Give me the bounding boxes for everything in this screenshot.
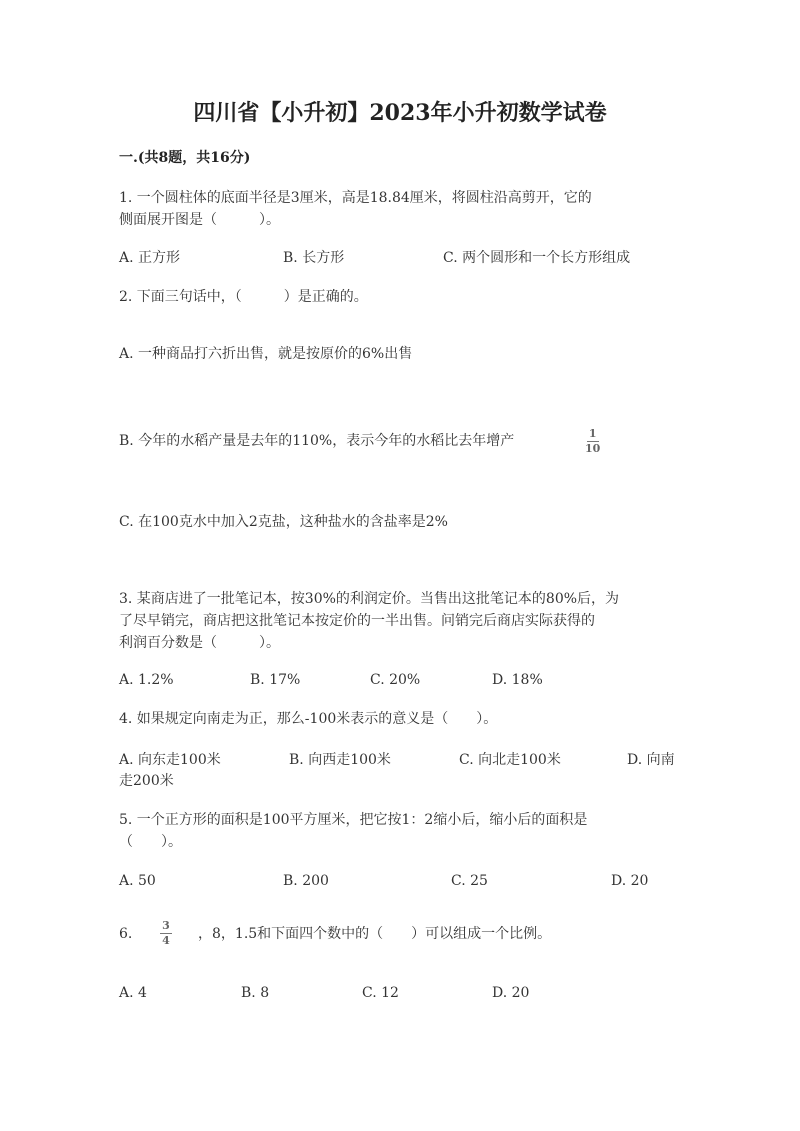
q1-option-c: C. 两个圆形和一个长方形组成	[443, 250, 631, 266]
q3-stem: 了尽早销完，商店把这批笔记本按定价的一半出售。问销完后商店实际获得的	[119, 613, 595, 629]
q5-option-d: D. 20	[611, 873, 649, 889]
q1-option-b: B. 长方形	[283, 250, 345, 266]
q3-option-a: A. 1.2%	[119, 672, 174, 688]
q4-option-a: A. 向东走100米	[119, 752, 221, 768]
q4-option-d-wrap: 走200米	[119, 773, 174, 789]
q5-stem: 5. 一个正方形的面积是100平方厘米，把它按1：2缩小后，缩小后的面积是	[119, 812, 588, 828]
q1-stem: 侧面展开图是（ ）。	[119, 212, 280, 228]
q6-number: 6.	[119, 926, 133, 942]
fraction	[585, 428, 600, 455]
q2-option-c: C. 在100克水中加入2克盐，这种盐水的含盐率是2%	[119, 514, 448, 530]
q4-option-d: D. 向南	[627, 752, 675, 768]
q5-stem: （ ）。	[119, 834, 182, 850]
denominator: 10	[585, 442, 601, 455]
q5-option-c: C. 25	[451, 873, 488, 889]
q6-option-a: A. 4	[119, 985, 147, 1001]
q6-option-d: D. 20	[492, 985, 530, 1001]
q3-stem: 3. 某商店进了一批笔记本，按30%的利润定价。当售出这批笔记本的80%后，为	[119, 591, 620, 607]
denominator: 4	[162, 934, 170, 947]
q6-option-b: B. 8	[241, 985, 270, 1001]
q4-option-b: B. 向西走100米	[289, 752, 391, 768]
q5-option-a: A. 50	[119, 873, 156, 889]
q3-option-c: C. 20%	[370, 672, 421, 688]
q1-stem: 1. 一个圆柱体的底面半径是3厘米，高是18.84厘米，将圆柱沿高剪开，它的	[119, 190, 592, 206]
q4-option-c: C. 向北走100米	[459, 752, 561, 768]
page-title: 四川省【小升初】2023年小升初数学试卷	[193, 100, 607, 126]
q3-option-b: B. 17%	[250, 672, 301, 688]
fraction	[160, 920, 172, 947]
q1-option-a: A. 正方形	[119, 250, 181, 266]
q2-option-b: B. 今年的水稻产量是去年的110%，表示今年的水稻比去年增产	[119, 433, 515, 449]
q2-stem: 2. 下面三句话中，（ ）是正确的。	[119, 289, 368, 305]
section-heading: 一.(共8题，共16分)	[119, 150, 251, 166]
q2-option-a: A. 一种商品打六折出售，就是按原价的6%出售	[119, 346, 413, 362]
q3-stem: 利润百分数是（ ）。	[119, 635, 280, 651]
q3-option-d: D. 18%	[492, 672, 543, 688]
q4-stem: 4. 如果规定向南走为正，那么-100米表示的意义是（ ）。	[119, 711, 498, 727]
q6-option-c: C. 12	[362, 985, 399, 1001]
numerator: 1	[588, 427, 597, 440]
q5-option-b: B. 200	[283, 873, 329, 889]
q6-stem: ，8，1.5和下面四个数中的（ ）可以组成一个比例。	[198, 926, 552, 942]
numerator: 3	[162, 919, 170, 932]
